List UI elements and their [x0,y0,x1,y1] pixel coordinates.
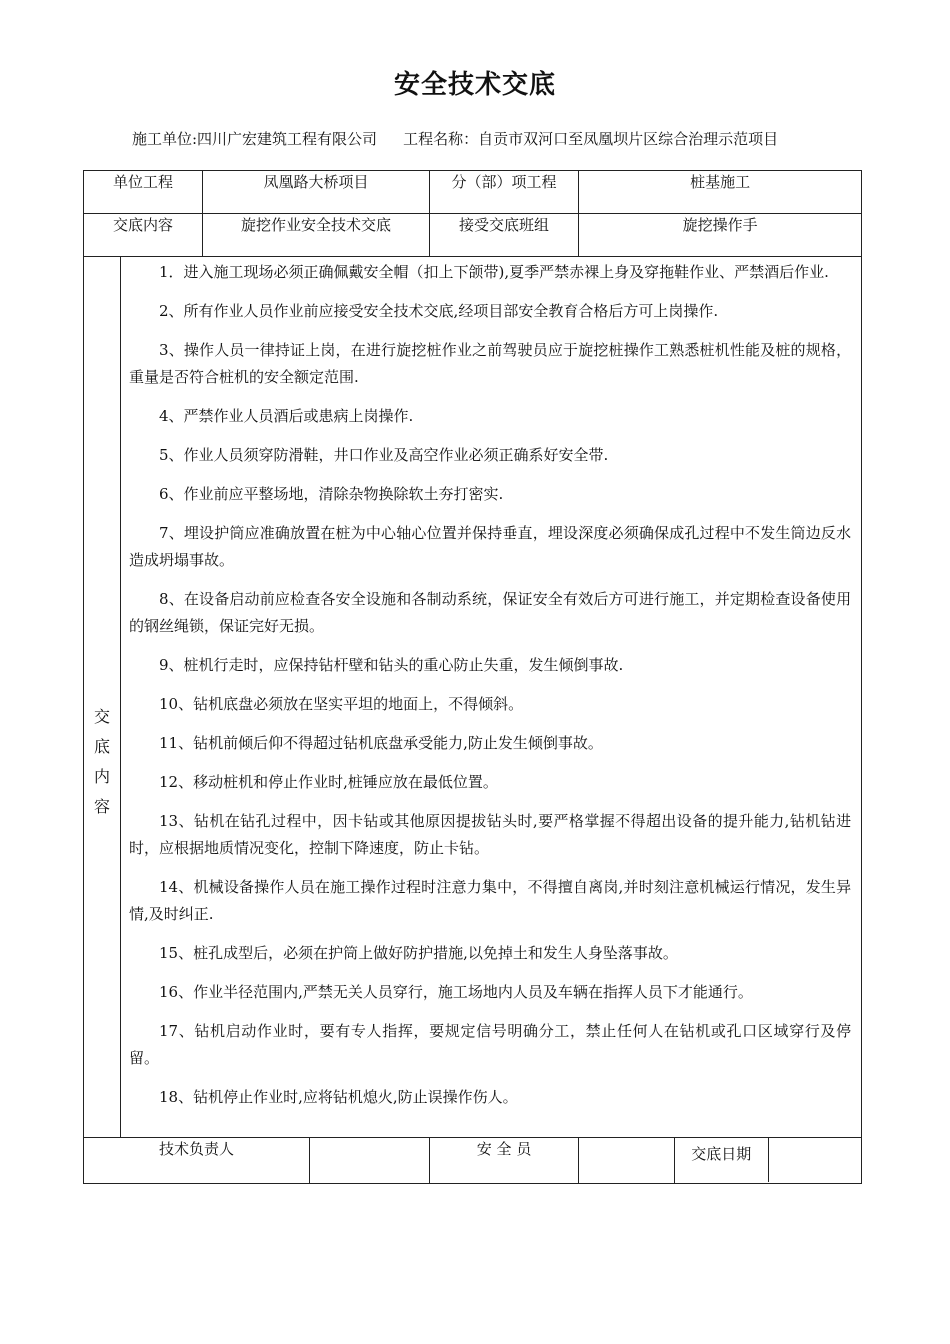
list-item: 15、桩孔成型后，必须在护筒上做好防护措施,以免掉土和发生人身坠落事故。 [159,944,678,962]
label-tech-lead: 技术负责人 [84,1138,310,1184]
list-item: 13、钻机在钻孔过程中，因卡钻或其他原因提拔钻头时,要严格掌握不得超出设备的提升能力,钻机钻进时，应根据地质情况变化，控制下降速度，防止卡钻。 [129,812,852,857]
document-meta [132,128,778,149]
row-unit-project [84,171,862,214]
label-unit-project: 单位工程 [84,171,203,214]
value-safety-officer [579,1138,675,1184]
row-signatures [84,1138,862,1184]
document-title: 安全技术交底 [393,70,556,100]
list-item: 3、操作人员一律持证上岗，在进行旋挖桩作业之前驾驶员应于旋挖桩操作工熟悉桩机性能及桩的规格，重量是否符合桩机的安全额定范围. [129,341,852,386]
date-subtable [675,1138,861,1182]
project-name: 工程名称：自贡市双河口至凤凰坝片区综合治理示范项目 [403,130,779,148]
row-content [84,257,862,1138]
date-cell [675,1138,862,1184]
value-briefing-date [768,1138,861,1182]
value-tech-lead [310,1138,430,1184]
label-safety-officer: 安 全 员 [430,1138,579,1184]
row-briefing-content [84,214,862,257]
content-side-label: 交底内容 [94,707,111,816]
label-briefing-date: 交底日期 [675,1138,768,1182]
list-item: 8、在设备启动前应检查各安全设施和各制动系统，保证安全有效后方可进行施工，并定期检查设备使用的钢丝绳锁，保证完好无损。 [129,590,852,635]
safety-briefing-table [83,170,862,1184]
list-item: 6、作业前应平整场地，清除杂物换除软土夯打密实. [159,485,504,503]
content-side-label-cell [84,257,121,1138]
list-item: 5、作业人员须穿防滑鞋，井口作业及高空作业必须正确系好安全带. [159,446,609,464]
label-sub-project: 分（部）项工程 [430,171,579,214]
list-item: 18、钻机停止作业时,应将钻机熄火,防止误操作伤人。 [159,1088,518,1106]
value-unit-project: 凤凰路大桥项目 [203,171,430,214]
list-item: 10、钻机底盘必须放在坚实平坦的地面上，不得倾斜。 [159,695,524,713]
list-item: 7、埋设护筒应准确放置在桩为中心轴心位置并保持垂直，埋设深度必须确保成孔过程中不发生筒边反水造成坍塌事故。 [129,524,852,569]
value-briefing-content: 旋挖作业安全技术交底 [203,214,430,257]
list-item: 11、钻机前倾后仰不得超过钻机底盘承受能力,防止发生倾倒事故。 [159,734,603,752]
construction-unit: 施工单位:四川广宏建筑工程有限公司 [132,130,378,148]
list-item: 1．进入施工现场必须正确佩戴安全帽（扣上下颌带),夏季严禁赤裸上身及穿拖鞋作业、严禁酒后作业. [159,263,829,281]
list-item: 14、机械设备操作人员在施工操作过程时注意力集中，不得擅自离岗,并时刻注意机械运行情况，发生异情,及时纠正. [129,878,852,923]
label-briefing-content: 交底内容 [84,214,203,257]
list-item: 2、所有作业人员作业前应接受安全技术交底,经项目部安全教育合格后方可上岗操作. [159,302,719,320]
content-items [121,257,862,1138]
list-item: 12、移动桩机和停止作业时,桩锤应放在最低位置。 [159,773,498,791]
list-item: 4、严禁作业人员酒后或患病上岗操作. [159,407,414,425]
list-item: 9、桩机行走时，应保持钻杆壁和钻头的重心防止失重，发生倾倒事故. [159,656,624,674]
value-receiving-team: 旋挖操作手 [579,214,862,257]
label-receiving-team: 接受交底班组 [430,214,579,257]
list-item: 16、作业半径范围内,严禁无关人员穿行，施工场地内人员及车辆在指挥人员下才能通行。 [159,983,753,1001]
value-sub-project: 桩基施工 [579,171,862,214]
list-item: 17、钻机启动作业时，要有专人指挥，要规定信号明确分工，禁止任何人在钻机或孔口区域穿行及停留。 [129,1022,852,1067]
